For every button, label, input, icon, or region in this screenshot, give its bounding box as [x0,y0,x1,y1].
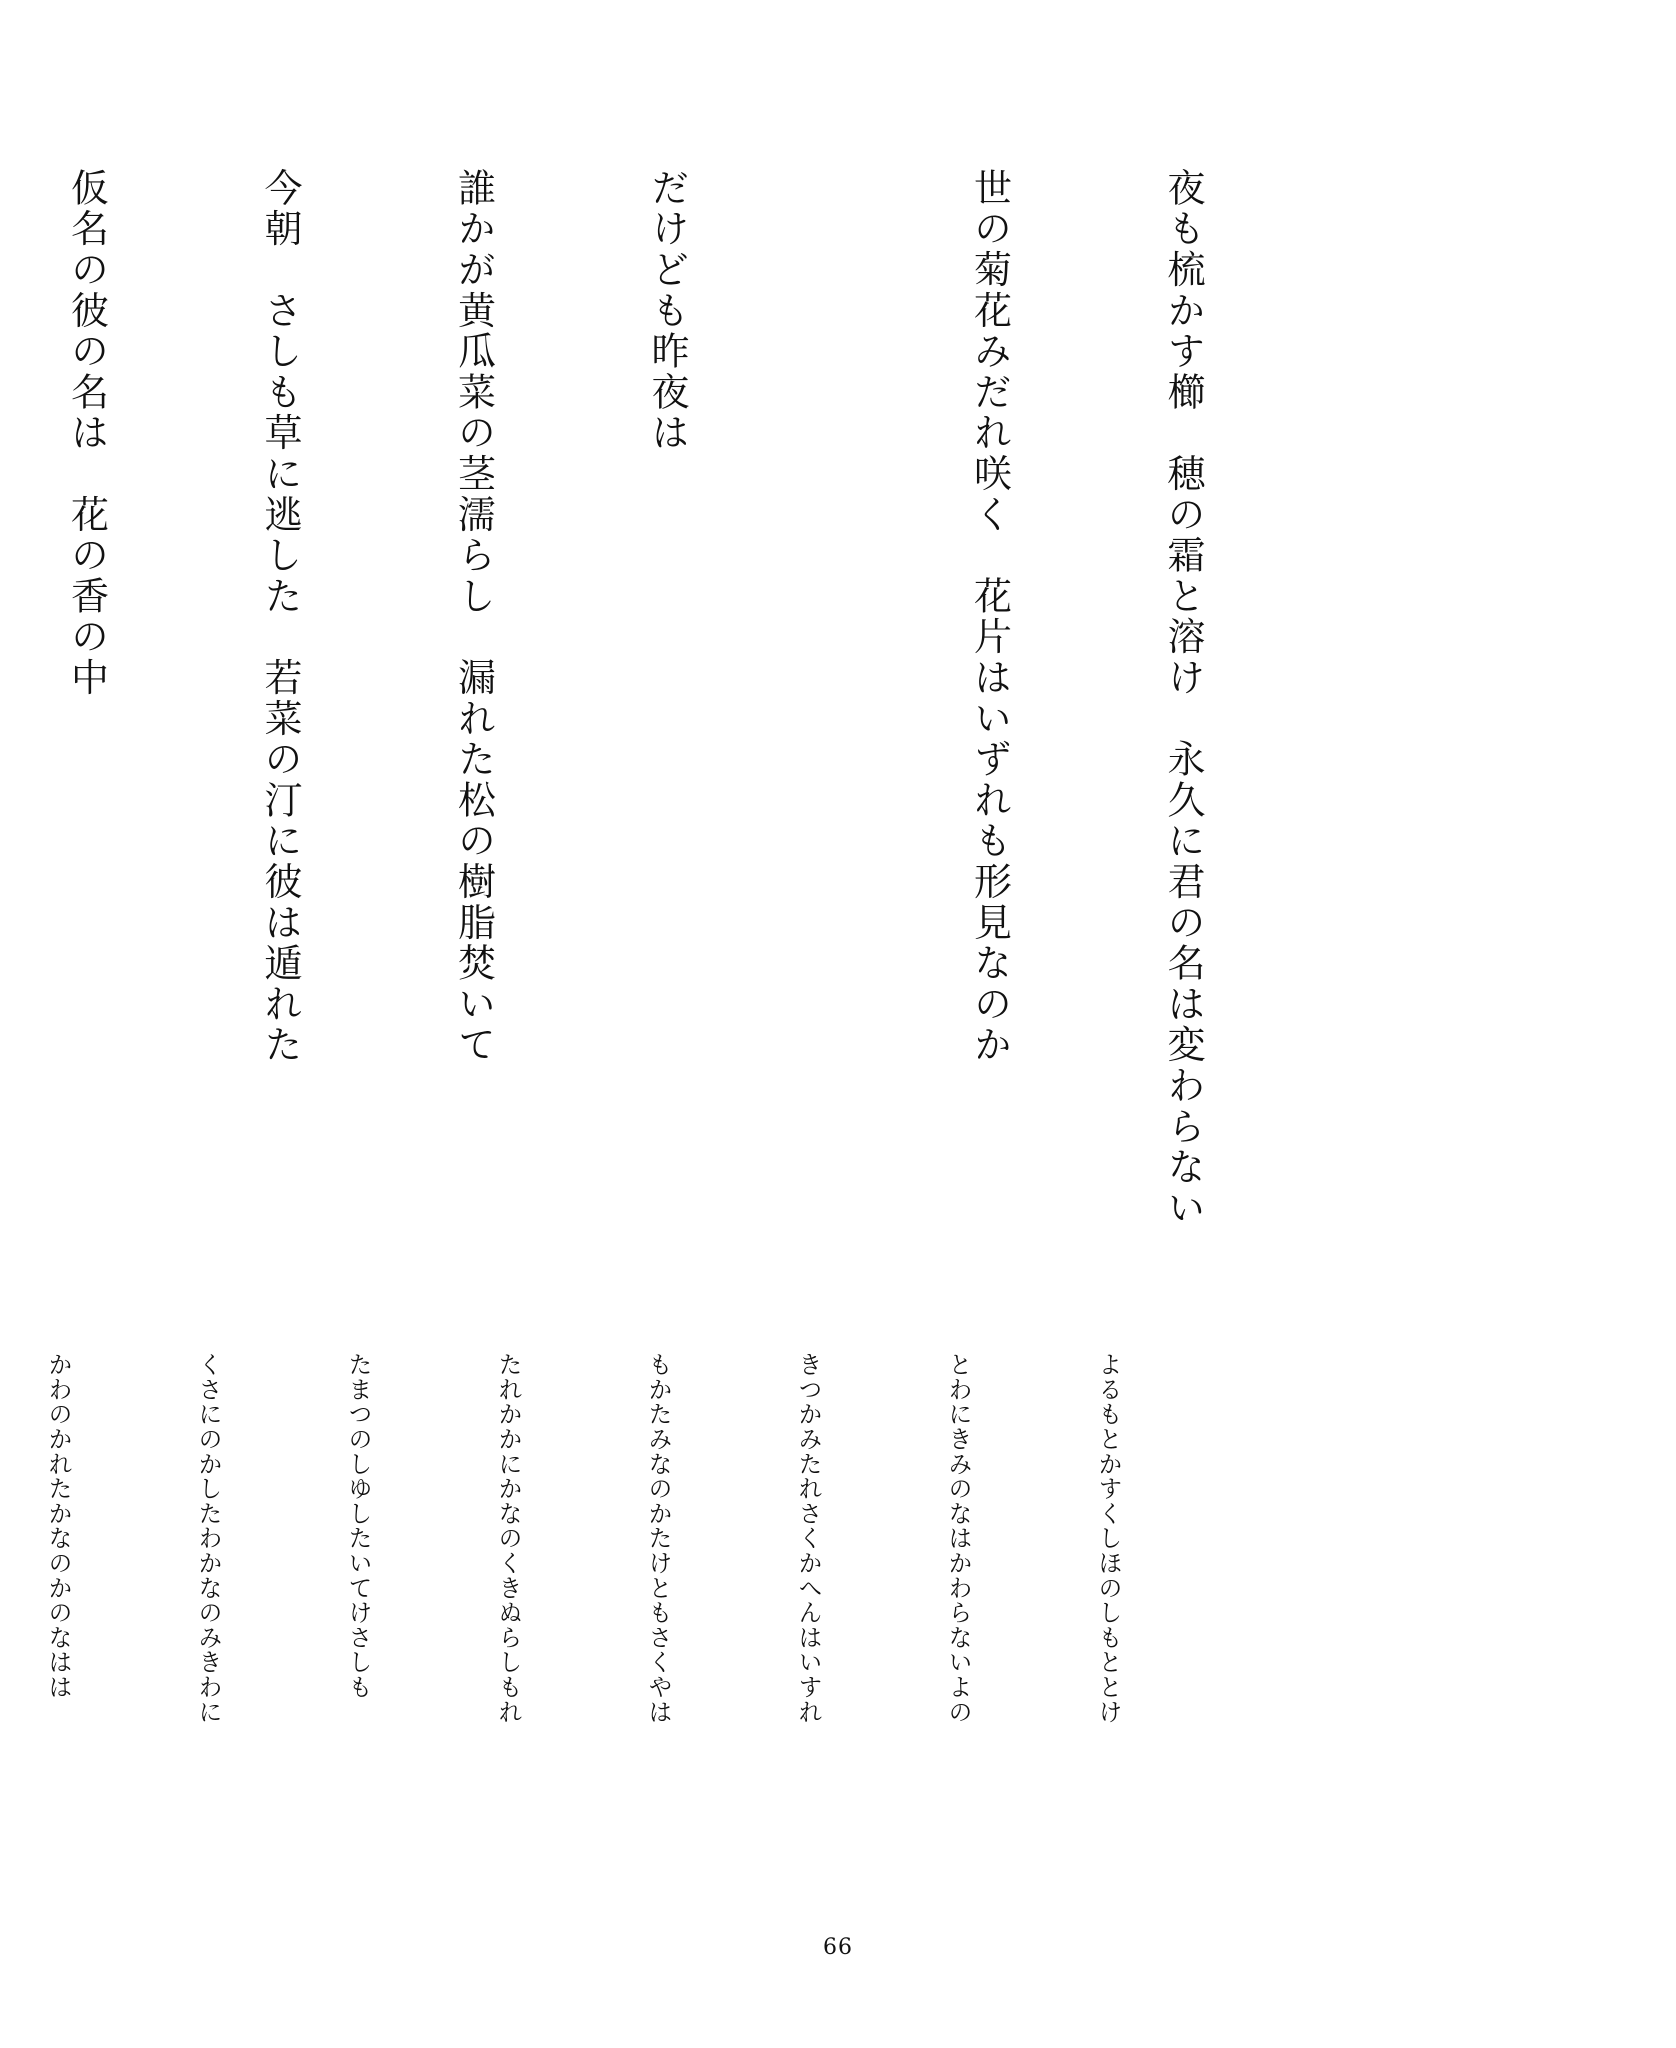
poem-line: だけども昨夜は [645,168,689,454]
kana-line: とわにきみのなはかわらないよの [944,1352,972,1724]
kana-line: くさにのかしたわかなのみきわに [194,1352,222,1724]
poem-line: 世の菊花みだれ咲く 花片はいずれも形見なのか [967,168,1012,1066]
kana-line: かわのかれたかなのかのなはは [44,1352,72,1700]
poem-line: 夜も梳かす櫛 穂の霜と溶け 永久に君の名は変わらない [1161,168,1205,1229]
page-number: 66 [823,1935,853,1960]
kana-line: たれかかにかなのくきぬらしもれ [494,1352,522,1724]
upper-poem [0,168,1344,1229]
poem-line: 誰かが黄瓜菜の茎濡らし 漏れた松の樹脂焚いて [451,168,496,1066]
kana-line: よるもとかすくしほのしもととけ [1094,1352,1122,1724]
kana-transcription [0,1352,1233,1724]
kana-line: たまつのしゆしたいてけさしも [344,1352,372,1700]
poem-line: 仮名の彼の名は 花の香の中 [64,168,109,699]
kana-line: きつかみたれさくかへんはいすれ [794,1352,822,1724]
poem-line: 今朝 さしも草に逃した 若菜の汀に彼は遁れた [258,168,302,1066]
kana-line: もかたみなのかたけともさくやは [644,1352,672,1724]
